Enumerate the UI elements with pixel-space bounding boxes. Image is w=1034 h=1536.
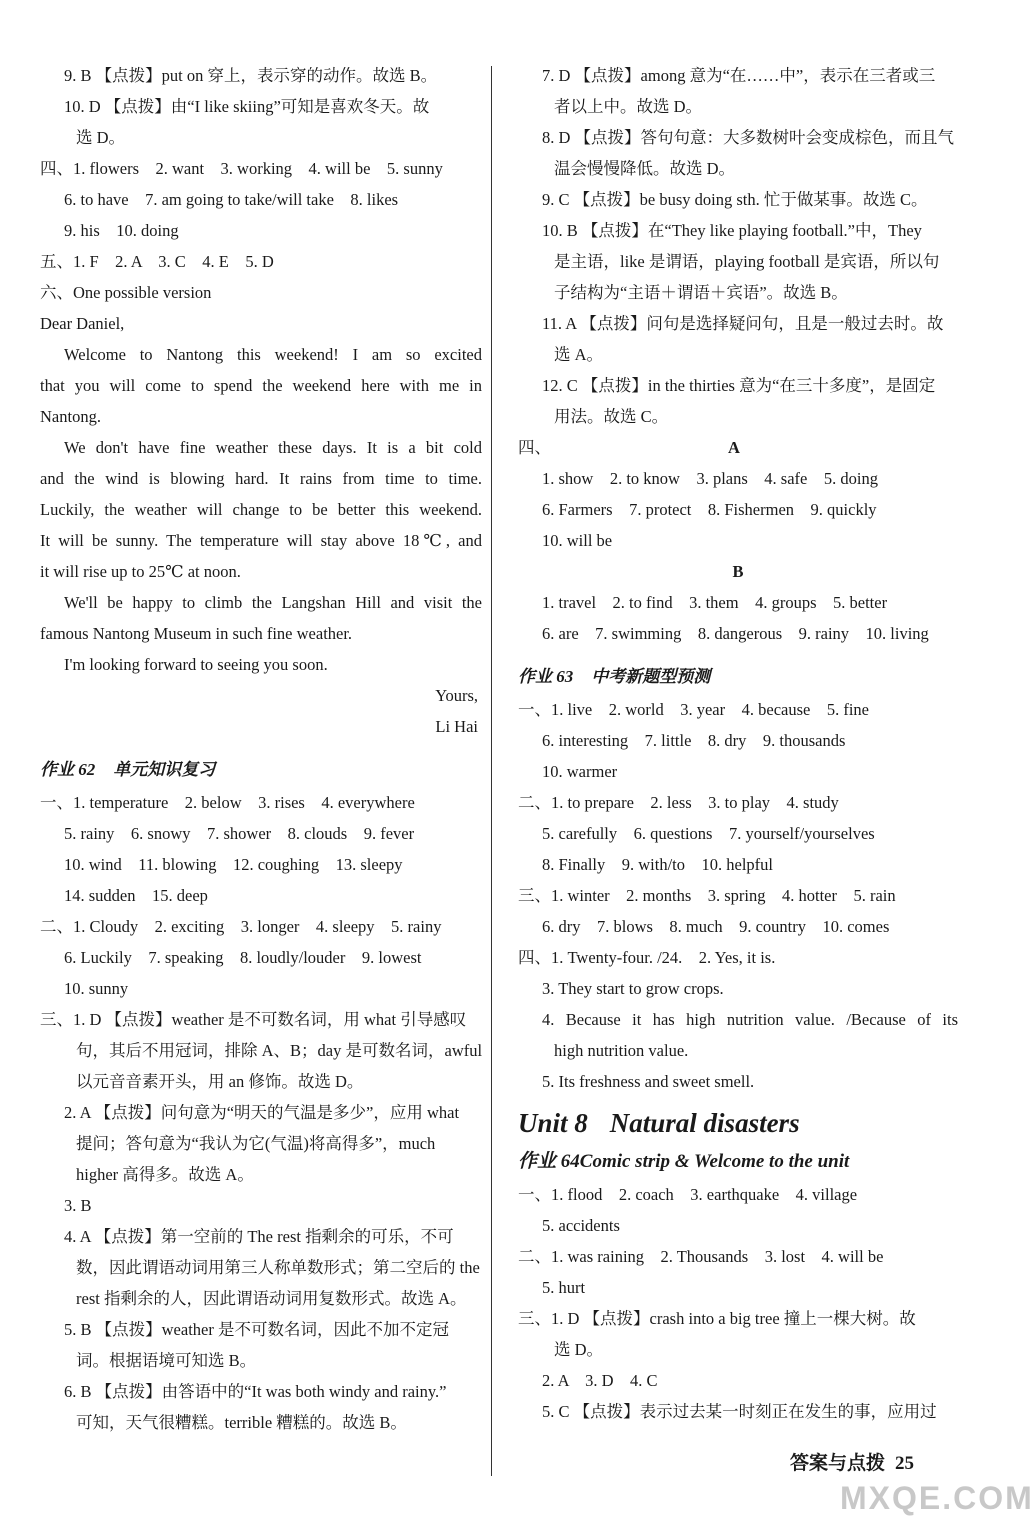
answer-line: [40, 880, 482, 911]
answer-text: 6. Luckily 7. speaking 8. loudly/louder 9. lowest: [64, 948, 422, 967]
answer-text: 5. B 【点拨】weather 是不可数名词，因此不加不定冠: [64, 1320, 449, 1339]
answer-line: [40, 973, 482, 1004]
answer-line: [40, 432, 482, 463]
answer-text: 可知，天气很糟糕。terrible 糟糕的。故选 B。: [76, 1413, 407, 1432]
answer-line: [518, 849, 958, 880]
answer-line: [40, 246, 482, 277]
answer-text: 温会慢慢降低。故选 D。: [554, 159, 736, 178]
section-number: Unit 8: [518, 1108, 588, 1138]
answer-text: 2. A 【点拨】问句意为“明天的气温是多少”，应用 what: [64, 1103, 460, 1122]
section-title: 中考新题型预测: [591, 667, 711, 686]
section-heading: [518, 661, 958, 692]
answer-text: 6. are 7. swimming 8. dangerous 9. rainy 10. living: [542, 624, 929, 643]
answer-text: 四、1. flowers 2. want 3. working 4. will be 5. sunny: [40, 159, 443, 178]
answer-text: it will rise up to 25℃ at noon.: [40, 562, 241, 581]
answer-text: 3. B: [64, 1196, 92, 1215]
answer-line: [518, 60, 958, 91]
answer-line: [518, 1004, 958, 1035]
answer-text: 二、1. Cloudy 2. exciting 3. longer 4. sleepy 5. rainy: [40, 917, 442, 936]
answer-line: [518, 1210, 958, 1241]
answer-line: [518, 432, 958, 463]
answer-text: famous Nantong Museum in such fine weather.: [40, 624, 353, 643]
answer-text: 二、1. to prepare 2. less 3. to play 4. study: [518, 793, 839, 812]
answer-line: [40, 587, 482, 618]
answer-line: [518, 1035, 958, 1066]
section-number: 作业 63: [518, 667, 574, 686]
answer-line: [518, 618, 958, 649]
section-title: Comic strip & Welcome to the unit: [579, 1151, 850, 1172]
answer-line: [518, 694, 958, 725]
answer-line: [40, 818, 482, 849]
answer-line: [40, 122, 482, 153]
answer-line: [518, 494, 958, 525]
answer-text: I'm looking forward to seeing you soon.: [64, 655, 328, 674]
answer-text: 4. Because it has high nutrition value. /Because of its: [542, 1010, 958, 1029]
answer-text: 一、1. flood 2. coach 3. earthquake 4. village: [518, 1185, 858, 1204]
answer-line: [518, 725, 958, 756]
answer-line: [40, 618, 482, 649]
answer-text: 9. B 【点拨】put on 穿上，表示穿的动作。故选 B。: [64, 66, 438, 85]
answer-text: 以元音音素开头，用 an 修饰。故选 D。: [76, 1072, 364, 1091]
answer-text: 1. travel 2. to find 3. them 4. groups 5. better: [542, 593, 888, 612]
answer-line: [518, 215, 958, 246]
answer-text: 四、: [518, 438, 551, 457]
answer-line: [518, 91, 958, 122]
answer-line: [40, 308, 482, 339]
answer-line: [40, 1190, 482, 1221]
answer-text: 5. carefully 6. questions 7. yourself/yourselves: [542, 824, 875, 843]
answer-line: [40, 1159, 482, 1190]
section-heading: [518, 1145, 958, 1179]
answer-text: 10. warmer: [542, 762, 618, 781]
answer-line: [518, 246, 958, 277]
answer-text: 提问；答句意为“我认为它(气温)将高得多”，much: [76, 1134, 436, 1153]
answer-line: [518, 1272, 958, 1303]
answer-line: [518, 1179, 958, 1210]
answer-line: [518, 463, 958, 494]
answer-line: [40, 1283, 482, 1314]
section-number: 作业 64: [518, 1151, 580, 1172]
answer-text: high nutrition value.: [554, 1041, 689, 1060]
answer-line: [40, 215, 482, 246]
answer-line: [40, 401, 482, 432]
answer-text: that you will come to spend the weekend here with me in: [40, 376, 482, 395]
answer-text: We don't have fine weather these days. It is a bit cold: [64, 438, 482, 457]
answer-text: 三、1. winter 2. months 3. spring 4. hotter 5. rain: [518, 886, 896, 905]
answer-line: [40, 711, 482, 742]
answer-text: 选 D。: [554, 1340, 604, 1359]
answer-line: [40, 1128, 482, 1159]
answer-text: 5. rainy 6. snowy 7. shower 8. clouds 9. fever: [64, 824, 415, 843]
answer-text: 10. wind 11. blowing 12. coughing 13. sleepy: [64, 855, 403, 874]
answer-line: [518, 1396, 958, 1427]
answer-line: [40, 153, 482, 184]
answer-text: Welcome to Nantong this weekend! I am so excited: [64, 345, 482, 364]
answer-line: [40, 1376, 482, 1407]
answer-line: [40, 184, 482, 215]
answer-text: 10. D 【点拨】由“I like skiing”可知是喜欢冬天。故: [64, 97, 430, 116]
section-title: Natural disasters: [609, 1108, 800, 1138]
answer-line: [518, 942, 958, 973]
answer-line: [518, 370, 958, 401]
answer-text: 10. B 【点拨】在“They like playing football.”中，They: [542, 221, 922, 240]
answer-line: [40, 556, 482, 587]
answer-line: [518, 787, 958, 818]
answer-text: 9. C 【点拨】be busy doing sth. 忙于做某事。故选 C。: [542, 190, 928, 209]
answer-line: [518, 880, 958, 911]
answer-line: [518, 1334, 958, 1365]
answer-text: 6. to have 7. am going to take/will take 8. likes: [64, 190, 399, 209]
answer-text: rest 指剩余的人，因此谓语动词用复数形式。故选 A。: [76, 1289, 467, 1308]
answer-text: 5. Its freshness and sweet smell.: [542, 1072, 755, 1091]
answer-line: [518, 587, 958, 618]
answer-line: [40, 787, 482, 818]
answer-text: 选 A。: [554, 345, 604, 364]
answer-text: 是主语，like 是谓语，playing football 是宾语，所以句: [554, 252, 940, 271]
answer-line: [40, 525, 482, 556]
answer-text: Li Hai: [435, 717, 478, 736]
answer-text: 者以上中。故选 D。: [554, 97, 703, 116]
answer-line: [40, 1314, 482, 1345]
answer-text: 3. They start to grow crops.: [542, 979, 724, 998]
answer-text: 12. C 【点拨】in the thirties 意为“在三十多度”，是固定: [542, 376, 936, 395]
answer-line: [40, 942, 482, 973]
answer-line: [40, 1035, 482, 1066]
section-heading: [40, 754, 482, 785]
answer-text: 10. will be: [542, 531, 613, 550]
answer-line: [518, 339, 958, 370]
answer-text: It will be sunny. The temperature will stay above 18℃, and: [40, 531, 482, 550]
page-number: 25: [895, 1453, 915, 1474]
part-label: A: [728, 438, 740, 457]
answer-text: Dear Daniel,: [40, 314, 125, 333]
answer-line: [40, 370, 482, 401]
answer-text: Nantong.: [40, 407, 101, 426]
answer-line: [40, 1345, 482, 1376]
answer-line: [518, 525, 958, 556]
answer-text: 数，因此谓语动词用第三人称单数形式；第二空后的 the: [76, 1258, 480, 1277]
answer-line: [40, 1004, 482, 1035]
answer-text: 4. A 【点拨】第一空前的 The rest 指剩余的可乐，不可: [64, 1227, 454, 1246]
answer-text: 6. interesting 7. little 8. dry 9. thousands: [542, 731, 846, 750]
answer-text: 一、1. live 2. world 3. year 4. because 5. fine: [518, 700, 869, 719]
answer-line: [518, 277, 958, 308]
answer-line: [40, 1097, 482, 1128]
answer-line: [518, 1066, 958, 1097]
answer-line: [518, 308, 958, 339]
answer-line: [40, 1066, 482, 1097]
answer-text: 11. A 【点拨】问句是选择疑问句，且是一般过去时。故: [542, 314, 944, 333]
answer-line: [518, 153, 958, 184]
answer-text: 8. D 【点拨】答句句意：大多数树叶会变成棕色，而且气: [542, 128, 955, 147]
answer-line: [518, 911, 958, 942]
answer-line: [40, 494, 482, 525]
answer-text: 6. dry 7. blows 8. much 9. country 10. comes: [542, 917, 890, 936]
answer-line: [40, 339, 482, 370]
answer-line: [40, 1407, 482, 1438]
answer-text: 四、1. Twenty-four. /24. 2. Yes, it is.: [518, 948, 776, 967]
answer-text: 5. C 【点拨】表示过去某一时刻正在发生的事，应用过: [542, 1402, 937, 1421]
answer-text: 9. his 10. doing: [64, 221, 179, 240]
answer-text: 六、One possible version: [40, 283, 212, 302]
answer-line: [518, 1303, 958, 1334]
answer-text: 6. Farmers 7. protect 8. Fishermen 9. quickly: [542, 500, 877, 519]
answer-line: [518, 818, 958, 849]
answer-line: [40, 91, 482, 122]
answer-text: 5. accidents: [542, 1216, 620, 1235]
left-column: [40, 60, 482, 1438]
answer-line: [40, 849, 482, 880]
answer-line: [40, 60, 482, 91]
answer-line: [40, 463, 482, 494]
answer-text: 选 D。: [76, 128, 126, 147]
answer-text: 词。根据语境可知选 B。: [76, 1351, 257, 1370]
answer-text: B: [732, 562, 744, 581]
answer-line: [518, 1365, 958, 1396]
answer-text: 10. sunny: [64, 979, 129, 998]
answer-text: We'll be happy to climb the Langshan Hill and visit the: [64, 593, 482, 612]
watermark: MXQE.COM: [840, 1480, 1034, 1516]
unit-heading: [518, 1101, 958, 1145]
column-divider: [491, 66, 492, 1476]
answer-text: 5. hurt: [542, 1278, 586, 1297]
answer-text: 三、1. D 【点拨】crash into a big tree 撞上一棵大树。故: [518, 1309, 916, 1328]
answer-line: [518, 122, 958, 153]
answer-text: 用法。故选 C。: [554, 407, 669, 426]
footer-label: 答案与点拨: [790, 1453, 886, 1474]
answer-text: 7. D 【点拨】among 意为“在……中”，表示在三者或三: [542, 66, 936, 85]
answer-text: 14. sudden 15. deep: [64, 886, 208, 905]
answer-line: [518, 556, 958, 587]
answer-line: [518, 184, 958, 215]
answer-text: 6. B 【点拨】由答语中的“It was both windy and rainy.”: [64, 1382, 447, 1401]
answer-line: [40, 911, 482, 942]
answer-text: 三、1. D 【点拨】weather 是不可数名词，用 what 引导感叹: [40, 1010, 467, 1029]
answer-text: 五、1. F 2. A 3. C 4. E 5. D: [40, 252, 274, 271]
section-title: 单元知识复习: [113, 760, 216, 779]
answer-text: 子结构为“主语＋谓语＋宾语”。故选 B。: [554, 283, 848, 302]
answer-text: Luckily, the weather will change to be better this weekend.: [40, 500, 482, 519]
answer-text: 句，其后不用冠词，排除 A、B；day 是可数名词，awful: [76, 1041, 483, 1060]
answer-line: [40, 1221, 482, 1252]
answer-line: [518, 973, 958, 1004]
answer-line: [518, 756, 958, 787]
answer-line: [40, 1252, 482, 1283]
answer-text: 8. Finally 9. with/to 10. helpful: [542, 855, 773, 874]
answer-text: 1. show 2. to know 3. plans 4. safe 5. doing: [542, 469, 878, 488]
page-footer: [790, 1448, 914, 1475]
answer-line: [518, 401, 958, 432]
answer-line: [40, 649, 482, 680]
answer-text: 一、1. temperature 2. below 3. rises 4. everywhere: [40, 793, 415, 812]
answer-text: 2. A 3. D 4. C: [542, 1371, 658, 1390]
right-column: [518, 60, 958, 1427]
answer-line: [40, 680, 482, 711]
answer-text: 二、1. was raining 2. Thousands 3. lost 4. will be: [518, 1247, 884, 1266]
answer-line: [40, 277, 482, 308]
answer-text: and the wind is blowing hard. It rains from time to time.: [40, 469, 482, 488]
answer-line: [518, 1241, 958, 1272]
answer-text: Yours,: [435, 686, 478, 705]
answer-text: higher 高得多。故选 A。: [76, 1165, 254, 1184]
section-number: 作业 62: [40, 760, 96, 779]
